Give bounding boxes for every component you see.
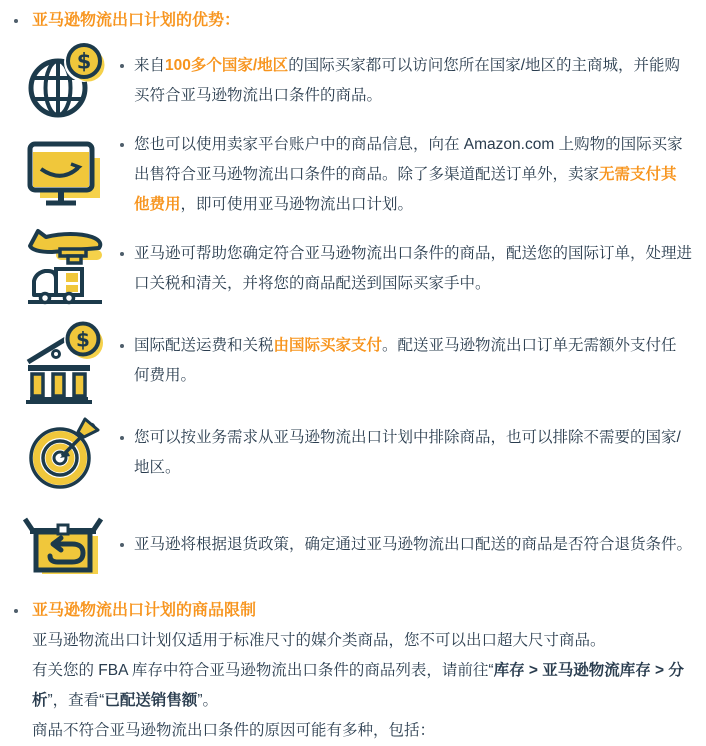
bullet-dot — [120, 252, 124, 256]
text-prefix: 您可以按业务需求从亚马逊物流出口计划中排除商品，也可以排除不需要的国家/地区。 — [134, 429, 681, 476]
restrictions-section — [12, 598, 692, 746]
advantage-text — [120, 331, 692, 391]
restrictions-body — [32, 626, 692, 746]
globe-dollar-icon — [22, 38, 108, 124]
advantage-text — [120, 51, 692, 111]
bullet-dot — [14, 609, 18, 613]
bank-coin-icon — [22, 318, 108, 404]
bullet-dot — [120, 143, 124, 147]
plane-truck-icon — [22, 226, 108, 312]
text-suffix: 的国际买家都可以访问您所在国家/地区的主商城，并能购买符合亚马逊物流出口条件的商品。 — [134, 57, 680, 104]
restrictions-header — [12, 598, 692, 624]
advantage-text — [120, 530, 692, 560]
text-prefix: 亚马逊将根据退货政策，确定通过亚马逊物流出口配送的商品是否符合退货条件。 — [134, 536, 693, 553]
menu-path-text: 库存 > 亚马逊物流库存 > 分析 — [32, 662, 684, 709]
bullet-dot — [120, 344, 124, 348]
advantage-item-logistics — [22, 226, 692, 312]
text-segment: ”，查看“ — [47, 692, 105, 709]
restrictions-title: 亚马逊物流出口计划的商品限制 — [32, 602, 257, 619]
text-suffix: 。配送亚马逊物流出口订单无需额外支付任何费用。 — [134, 337, 677, 384]
restriction-paragraph-size: 亚马逊物流出口计划仅适用于标准尺寸的媒介类商品，您不可以出口超大尺寸商品。 — [32, 632, 606, 649]
advantage-text — [120, 130, 692, 220]
bullet-dot — [120, 543, 124, 547]
box-return-icon — [22, 502, 108, 588]
text-segment: ”。 — [197, 692, 219, 709]
text-highlight: 无需支付其他费用 — [134, 166, 677, 213]
advantage-item-sell-online — [22, 130, 692, 220]
advantage-item-buyer-pays — [22, 318, 692, 404]
svg-text:$: $ — [76, 49, 92, 74]
advantage-text — [120, 423, 692, 483]
text-highlight: 由国际买家支付 — [273, 337, 383, 354]
text-segment: 有关您的 FBA 库存中符合亚马逊物流出口条件的商品列表，请前往“ — [32, 662, 494, 679]
bullet-dot — [120, 436, 124, 440]
text-prefix: 国际配送运费和关税 — [134, 337, 274, 354]
bullet-dot — [120, 64, 124, 68]
text-suffix: ，即可使用亚马逊物流出口计划。 — [180, 196, 414, 213]
text-highlight: 100多个国家/地区 — [165, 57, 289, 74]
restriction-paragraph-inventory — [32, 656, 692, 716]
text-prefix: 来自 — [134, 57, 166, 74]
target-arrow-icon — [22, 410, 108, 496]
text-prefix: 您也可以使用卖家平台账户中的商品信息，向在 Amazon.com 上购物的国际买家出售符合亚马逊物流出口条件的商品。除了多渠道配送订单外，卖家 — [134, 136, 683, 183]
advantages-title: 亚马逊物流出口计划的优势： — [32, 12, 241, 29]
report-name-text: 已配送销售额 — [104, 692, 198, 709]
advantage-text — [120, 239, 692, 299]
monitor-amazon-icon — [22, 132, 108, 218]
bullet-dot — [14, 19, 18, 23]
restriction-paragraph-reasons: 商品不符合亚马逊物流出口条件的原因可能有多种，包括： — [32, 722, 436, 739]
text-prefix: 亚马逊可帮助您确定符合亚马逊物流出口条件的商品，配送您的国际订单，处理进口关税和清关，并将您的商品配送到国际买家手中。 — [134, 245, 693, 292]
advantage-item-global-reach — [22, 38, 692, 124]
svg-text:$: $ — [76, 327, 90, 352]
advantages-header — [12, 8, 692, 34]
advantage-item-returns — [22, 502, 692, 588]
advantage-item-exclusions — [22, 410, 692, 496]
